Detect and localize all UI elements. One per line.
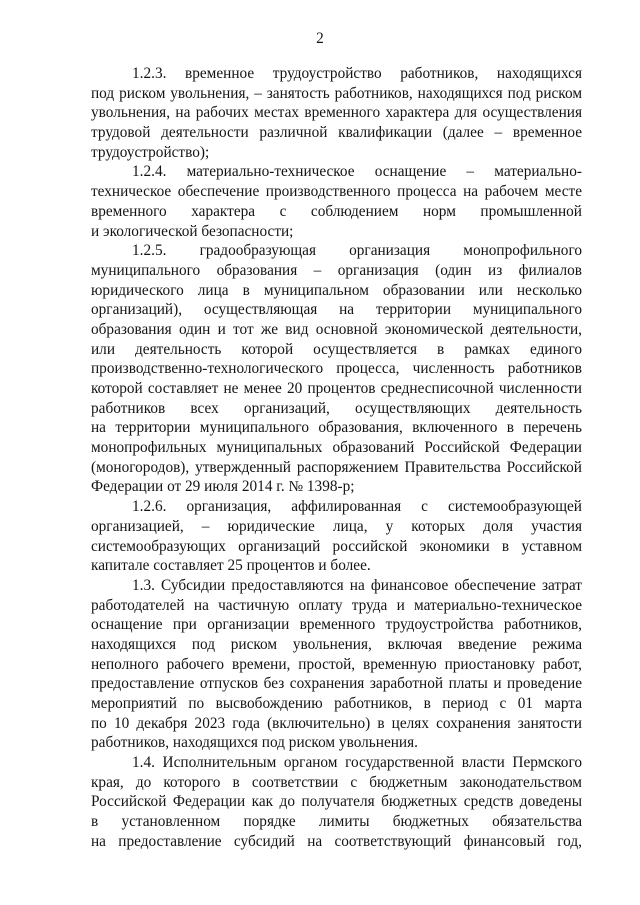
text-line: оснащение при организации временного трудоустройства работников, (91, 616, 582, 634)
text-line: работников, находящихся под риском увольнения. (91, 734, 418, 752)
text-line: предоставление отпусков без сохранения заработной платы и проведение (91, 675, 582, 693)
text-line: трудоустройство); (91, 143, 210, 161)
paragraph (91, 64, 582, 162)
text-line: 1.2.6. организация, аффилированная с системообразующей (132, 498, 582, 516)
text-line: работодателей на частичную оплату труда и материально-техническое (91, 596, 582, 614)
text-line: и экологической безопасности; (91, 222, 294, 240)
document-body (91, 64, 582, 852)
text-line: капитале составляет 25 процентов и более. (91, 557, 371, 575)
text-line: края, до которого в соответствии с бюджетным законодательством (91, 773, 582, 791)
text-line: образования один и тот же вид основной экономической деятельности, (91, 320, 582, 338)
text-line: 1.3. Субсидии предоставляются на финансовое обеспечение затрат (132, 576, 582, 594)
text-line: монопрофильных муниципальных образований Российской Федерации (91, 439, 582, 457)
text-line: увольнения, на рабочих местах временного характера для осуществления (91, 104, 582, 122)
text-line: (моногородов), утвержденный распоряжением Правительства Российской (91, 458, 582, 476)
text-line: мероприятий по высвобождению работников, в период с 01 марта (91, 695, 582, 712)
text-line: 1.2.5. градообразующая организация монопрофильного (132, 242, 582, 260)
text-line: трудовой деятельности различной квалификации (далее – временное (91, 124, 582, 142)
paragraph (91, 576, 582, 753)
text-line: Российской Федерации как до получателя бюджетных средств доведены (91, 793, 582, 811)
paragraph (91, 241, 582, 497)
paragraph (91, 162, 582, 241)
text-line: 1.2.4. материально-техническое оснащение – материально- (132, 163, 582, 181)
text-line: юридического лица в муниципальном образовании или несколько (91, 281, 582, 299)
text-line: неполного рабочего времени, простой, временную приостановку работ, (91, 655, 582, 673)
text-line: или деятельность которой осуществляется в рамках единого (91, 340, 582, 358)
text-line: под риском увольнения, – занятость работников, находящихся под риском (91, 84, 582, 102)
text-line: Федерации от 29 июля 2014 г. № 1398-р; (91, 478, 355, 496)
text-line: по 10 декабря 2023 года (включительно) в целях сохранения занятости (91, 714, 582, 732)
text-line: 1.2.3. временное трудоустройство работников, находящихся (132, 65, 582, 82)
text-line: 1.4. Исполнительным органом государственной власти Пермского (132, 754, 582, 772)
text-line: на предоставление субсидий на соответствующий финансовый год, (91, 832, 582, 850)
text-line: которой составляет не менее 20 процентов среднесписочной численности (91, 380, 582, 397)
text-line: находящихся под риском увольнения, включая введение режима (91, 635, 582, 653)
text-line: муниципального образования – организация (один из филиалов (91, 261, 582, 279)
text-line: организацией, – юридические лица, у которых доля участия (91, 517, 582, 535)
text-line: на территории муниципального образования, включенного в перечень (91, 419, 582, 437)
text-line: организаций), осуществляющая на территории муниципального (91, 301, 582, 319)
page-number: 2 (316, 30, 324, 47)
text-line: работников всех организаций, осуществляющих деятельность (91, 399, 582, 417)
text-line: производственно-технологического процесса, численность работников (91, 360, 582, 378)
text-line: системообразующих организаций российской экономики в уставном (91, 537, 582, 555)
paragraph (91, 753, 582, 851)
paragraph (91, 497, 582, 576)
text-line: в установленном порядке лимиты бюджетных обязательства (91, 813, 582, 831)
text-line: техническое обеспечение производственного процесса на рабочем месте (91, 183, 582, 201)
text-line: временного характера с соблюдением норм промышленной (91, 202, 582, 220)
